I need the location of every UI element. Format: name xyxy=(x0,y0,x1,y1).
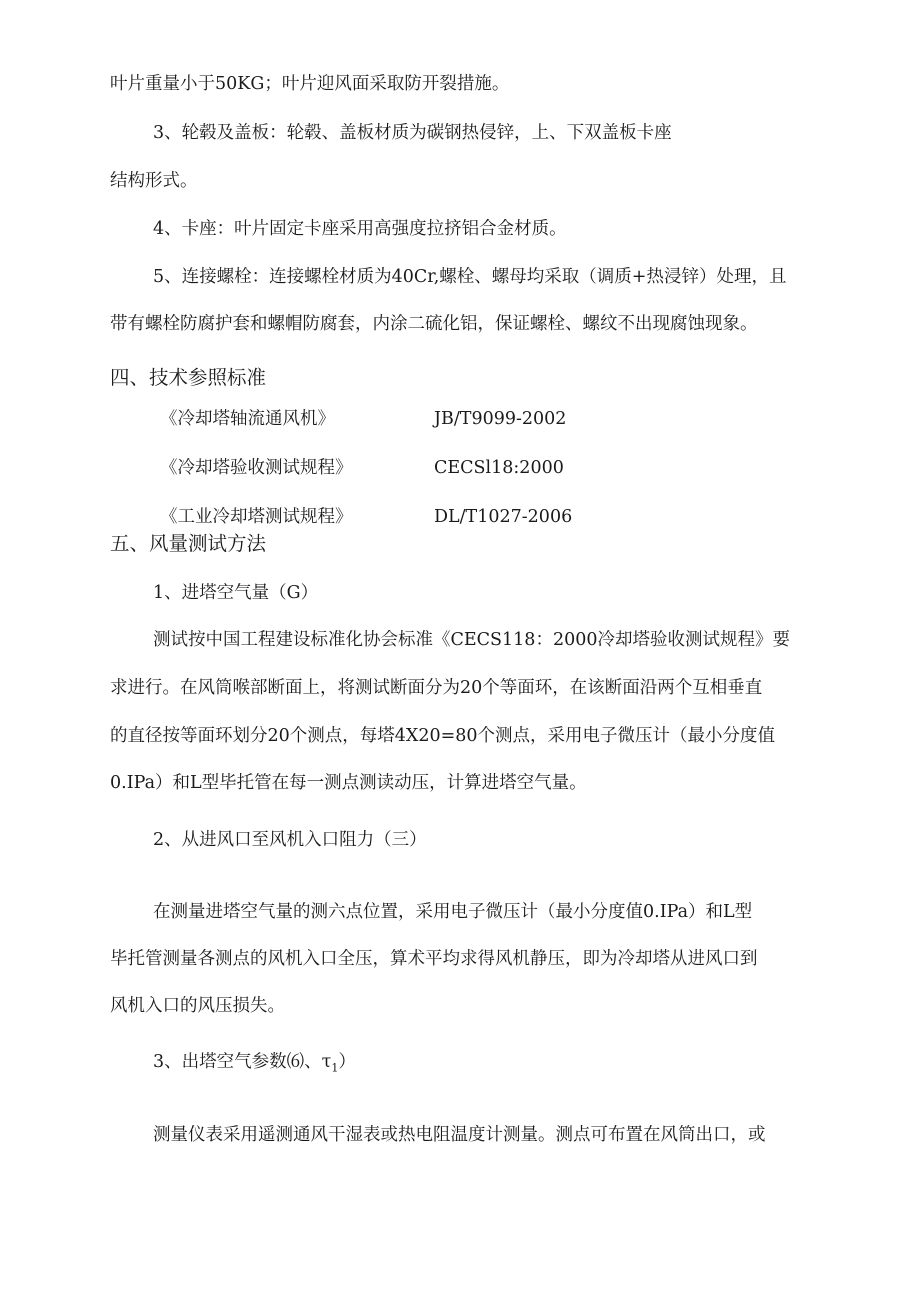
section-5-heading: 五、风量测试方法 xyxy=(110,532,267,555)
item-4: 4、卡座：叶片固定卡座采用高强度拉挤铝合金材质。 xyxy=(153,219,567,239)
subsection-3-title-text: 3、出塔空气参数⑹、τ xyxy=(153,1052,332,1072)
paragraph-blade-weight: 叶片重量小于50KG；叶片迎风面采取防开裂措施。 xyxy=(110,74,510,94)
subsection-1-para-line: 测试按中国工程建设标准化协会标准《CECS118：2000冷却塔验收测试规程》要 xyxy=(153,630,790,650)
subsection-1-title: 1、进塔空气量（G） xyxy=(153,583,319,603)
item-5-line-1: 5、连接螺栓：连接螺栓材质为40Cr,螺栓、螺母均采取（调质+热浸锌）处理，且 xyxy=(153,267,787,287)
standard-name: 《冷却塔轴流通风机》 xyxy=(160,409,335,429)
subsection-2-para-line: 风机入口的风压损失。 xyxy=(110,996,285,1016)
subsection-1-para-line: 求进行。在风筒喉部断面上，将测试断面分为20个等面环，在该断面沿两个互相垂直 xyxy=(110,678,763,698)
item-3-line-1: 3、轮毂及盖板：轮毂、盖板材质为碳钢热侵锌，上、下双盖板卡座 xyxy=(153,123,672,143)
item-5-line-2: 带有螺栓防腐护套和螺帽防腐套，内涂二硫化铝，保证螺栓、螺纹不出现腐蚀现象。 xyxy=(110,314,758,334)
subsection-2-title: 2、从进风口至风机入口阻力（三） xyxy=(153,830,427,850)
subsection-2-para-line: 毕托管测量各测点的风机入口全压，算术平均求得风机静压，即为冷却塔从进风口到 xyxy=(110,949,758,969)
standard-name: 《冷却塔验收测试规程》 xyxy=(160,458,353,478)
subsection-3-para-line: 测量仪表采用遥测通风干湿表或热电阻温度计测量。测点可布置在风筒出口，或 xyxy=(153,1125,766,1145)
standard-code: JB/T9099-2002 xyxy=(434,409,567,429)
subsection-3-title xyxy=(153,1051,356,1080)
standard-name: 《工业冷却塔测试规程》 xyxy=(160,507,353,527)
subsection-1-para-line: 0.IPa）和L型毕托管在每一测点测读动压，计算进塔空气量。 xyxy=(110,773,587,793)
standard-code: DL/T1027-2006 xyxy=(434,507,573,527)
subsection-3-title-close: ） xyxy=(338,1052,356,1072)
subsection-1-para-line: 的直径按等面环划分20个测点，每塔4X20=80个测点，采用电子微压计（最小分度值 xyxy=(110,726,776,746)
section-4-heading: 四、技术参照标准 xyxy=(110,366,267,389)
item-3-line-2: 结构形式。 xyxy=(110,171,198,191)
tau-subscript: 1 xyxy=(331,1061,339,1075)
standard-code: CECSl18:2000 xyxy=(434,458,564,478)
subsection-2-para-line: 在测量进塔空气量的测六点位置，采用电子微压计（最小分度值0.IPa）和L型 xyxy=(153,902,753,922)
